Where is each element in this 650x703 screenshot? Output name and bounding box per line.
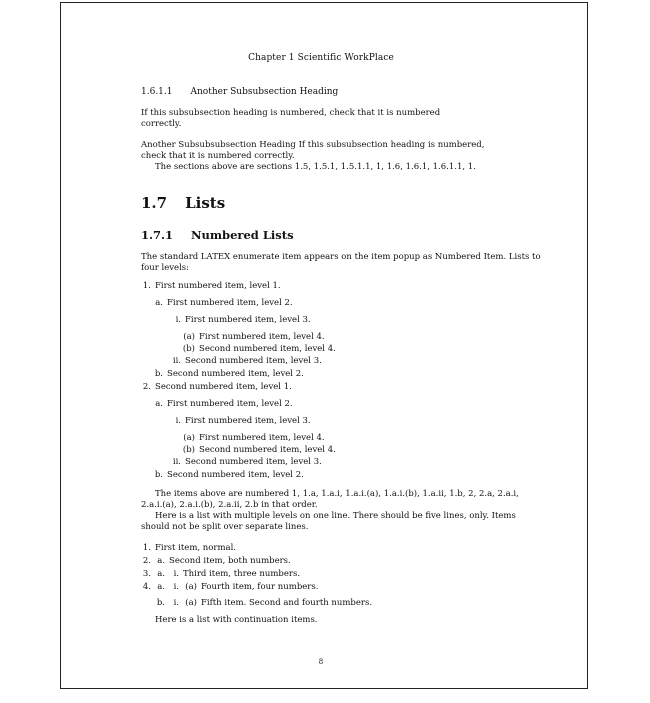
paragraph-3: The sections above are sections 1.5, 1.5.1, 1.5.1.1, 1, 1.6, 1.6.1, 1.6.1.1, 1. — [155, 162, 476, 172]
list-item: (b) Second numbered item, level 4. — [182, 344, 336, 354]
subsection-title: Numbered Lists — [191, 228, 294, 242]
list-item: i. First numbered item, level 3. — [175, 416, 311, 426]
paragraph-2-line-1: Another Subsubsubsection Heading If this subsubsection heading is numbered, — [141, 140, 485, 150]
paragraph-1-line-2: correctly. — [141, 119, 182, 129]
list-item: 2. a. Second item, both numbers. — [142, 556, 291, 566]
paragraph-2 — [141, 140, 484, 173]
list-item: 2. Second numbered item, level 1. — [142, 382, 292, 392]
list-item: 1. First item, normal. — [142, 543, 236, 553]
intro-line-1: The standard LATEX enumerate item appears on the item popup as Numbered Item. Lists to — [141, 252, 541, 262]
page-number: 8 — [318, 658, 324, 666]
paragraph-1-line-1: If this subsubsection heading is numbered, check that it is numbered — [141, 108, 441, 118]
list-item: b. Second numbered item, level 2. — [154, 369, 304, 379]
intro-line-2: four levels: — [141, 263, 190, 273]
document-page — [60, 2, 588, 689]
section-number: 1.7 — [141, 194, 168, 212]
paragraph-2-line-2: check that it is numbered correctly. — [141, 151, 295, 161]
paragraph-1 — [141, 108, 440, 130]
subsection-heading — [141, 228, 294, 242]
paragraph-5-line-2: should not be split over separate lines. — [141, 522, 309, 532]
paragraph-4-line-2: 2.a.i.(a), 2.a.i.(b), 2.a.ii, 2.b in that order. — [141, 500, 318, 510]
subsection-number: 1.7.1 — [141, 228, 174, 242]
subsubsection-heading — [141, 87, 338, 97]
paragraph-6: Here is a list with continuation items. — [155, 615, 318, 625]
list-item: (a) First numbered item, level 4. — [183, 433, 325, 443]
intro-paragraph — [141, 252, 541, 274]
list-item: i. First numbered item, level 3. — [175, 315, 311, 325]
list-item: (b) Second numbered item, level 4. — [182, 445, 336, 455]
subsubsection-title: Another Subsubsection Heading — [190, 87, 339, 97]
list-item: a. First numbered item, level 2. — [155, 399, 293, 409]
list-item: 1. First numbered item, level 1. — [142, 281, 281, 291]
subsubsection-number: 1.6.1.1 — [141, 87, 173, 97]
running-header: Chapter 1 Scientific WorkPlace — [248, 53, 394, 63]
section-heading — [141, 194, 225, 212]
list-item: 4. a. i. (a) Fourth item, four numbers. — [142, 582, 319, 592]
list-item: b. Second numbered item, level 2. — [154, 470, 304, 480]
list-item: ii. Second numbered item, level 3. — [172, 457, 322, 467]
list-item: (a) First numbered item, level 4. — [183, 332, 325, 342]
paragraph-5-line-1: Here is a list with multiple levels on one line. There should be five lines, only. Items — [155, 511, 516, 521]
section-title: Lists — [185, 194, 226, 212]
paragraph-4 — [141, 489, 519, 533]
list-item: ii. Second numbered item, level 3. — [172, 356, 322, 366]
list-item: 3. a. i. Third item, three numbers. — [142, 569, 301, 579]
list-item: b. i. (a) Fifth item. Second and fourth numbers. — [156, 598, 373, 608]
list-item: a. First numbered item, level 2. — [155, 298, 293, 308]
paragraph-4-line-1: The items above are numbered 1, 1.a, 1.a.i, 1.a.i.(a), 1.a.i.(b), 1.a.ii, 1.b, 2, 2.a, 2.a.i, — [155, 489, 519, 499]
